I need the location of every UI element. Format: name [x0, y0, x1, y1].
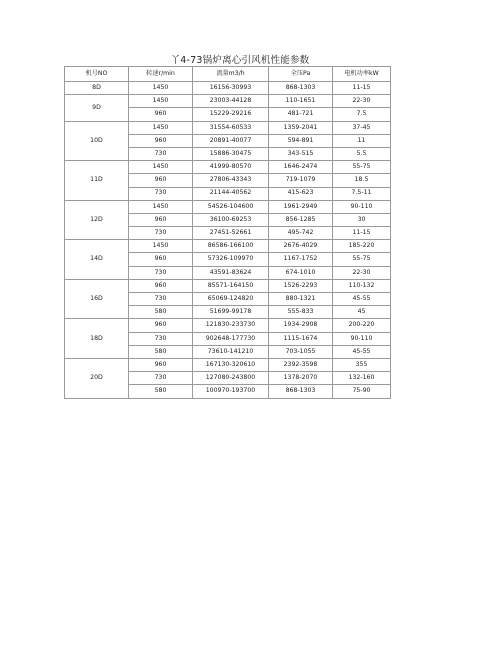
cell-flow: 65069-124820 — [193, 293, 269, 306]
cell-pressure: 719-1079 — [269, 174, 333, 187]
cell-speed: 730 — [129, 293, 193, 306]
cell-speed: 960 — [129, 253, 193, 266]
cell-flow: 51699-99178 — [193, 306, 269, 319]
cell-flow: 902648-177730 — [193, 332, 269, 345]
cell-flow: 23003-44128 — [193, 95, 269, 108]
cell-power: 75-90 — [333, 385, 391, 398]
header-power: 电机功率kW — [333, 67, 391, 82]
cell-pressure: 110-1651 — [269, 95, 333, 108]
cell-speed: 580 — [129, 345, 193, 358]
cell-model: 11D — [65, 161, 129, 201]
table-row — [65, 95, 391, 108]
table-row — [65, 240, 391, 253]
cell-power: 45 — [333, 306, 391, 319]
cell-flow: 16156-30993 — [193, 82, 269, 95]
cell-flow: 86586-166100 — [193, 240, 269, 253]
cell-pressure: 495-742 — [269, 227, 333, 240]
cell-power: 355 — [333, 358, 391, 371]
cell-speed: 730 — [129, 332, 193, 345]
cell-speed: 730 — [129, 266, 193, 279]
header-flow: 流量m3/h — [193, 67, 269, 82]
header-pressure: 全压Pa — [269, 67, 333, 82]
cell-pressure: 2676-4029 — [269, 240, 333, 253]
cell-flow: 15229-29216 — [193, 108, 269, 121]
cell-power: 90-110 — [333, 332, 391, 345]
cell-power: 200-220 — [333, 319, 391, 332]
cell-power: 5.5 — [333, 147, 391, 160]
cell-flow: 43591-83624 — [193, 266, 269, 279]
cell-flow: 121830-233730 — [193, 319, 269, 332]
cell-flow: 100970-193700 — [193, 385, 269, 398]
cell-model: 18D — [65, 319, 129, 359]
cell-flow: 41999-80570 — [193, 161, 269, 174]
cell-flow: 27451-52661 — [193, 227, 269, 240]
table-row — [65, 319, 391, 332]
cell-power: 55-75 — [333, 161, 391, 174]
cell-model: 8D — [65, 82, 129, 95]
cell-speed: 1450 — [129, 161, 193, 174]
cell-flow: 15886-30475 — [193, 147, 269, 160]
cell-speed: 730 — [129, 147, 193, 160]
cell-flow: 31554-60533 — [193, 121, 269, 134]
cell-pressure: 1646-2474 — [269, 161, 333, 174]
cell-speed: 960 — [129, 358, 193, 371]
cell-speed: 1450 — [129, 82, 193, 95]
cell-pressure: 481-721 — [269, 108, 333, 121]
header-speed: 转速r/min — [129, 67, 193, 82]
table-row — [65, 121, 391, 134]
cell-flow: 85571-164150 — [193, 279, 269, 292]
cell-speed: 960 — [129, 134, 193, 147]
cell-pressure: 1167-1752 — [269, 253, 333, 266]
cell-pressure: 1526-2293 — [269, 279, 333, 292]
cell-power: 22-30 — [333, 266, 391, 279]
cell-speed: 580 — [129, 385, 193, 398]
cell-speed: 1450 — [129, 95, 193, 108]
cell-power: 132-160 — [333, 372, 391, 385]
cell-pressure: 555-833 — [269, 306, 333, 319]
cell-speed: 960 — [129, 213, 193, 226]
cell-speed: 960 — [129, 174, 193, 187]
cell-pressure: 1934-2908 — [269, 319, 333, 332]
cell-pressure: 594-891 — [269, 134, 333, 147]
cell-speed: 960 — [129, 319, 193, 332]
cell-power: 37-45 — [333, 121, 391, 134]
cell-pressure: 1378-2070 — [269, 372, 333, 385]
cell-power: 55-75 — [333, 253, 391, 266]
cell-pressure: 1359-2041 — [269, 121, 333, 134]
cell-power: 110-132 — [333, 279, 391, 292]
cell-model: 9D — [65, 95, 129, 121]
cell-pressure: 880-1321 — [269, 293, 333, 306]
cell-power: 7.5-11 — [333, 187, 391, 200]
cell-pressure: 2392-3598 — [269, 358, 333, 371]
cell-flow: 54526-104600 — [193, 200, 269, 213]
cell-pressure: 343-515 — [269, 147, 333, 160]
fan-performance-table — [64, 66, 391, 399]
cell-flow: 57326-109970 — [193, 253, 269, 266]
cell-flow: 127080-243800 — [193, 372, 269, 385]
cell-pressure: 856-1285 — [269, 213, 333, 226]
cell-speed: 730 — [129, 372, 193, 385]
cell-flow: 167130-320610 — [193, 358, 269, 371]
table-row — [65, 82, 391, 95]
cell-model: 14D — [65, 240, 129, 280]
cell-power: 90-110 — [333, 200, 391, 213]
table-body — [65, 82, 391, 399]
cell-power: 11 — [333, 134, 391, 147]
table-row — [65, 358, 391, 371]
cell-speed: 580 — [129, 306, 193, 319]
cell-model: 10D — [65, 121, 129, 161]
cell-speed: 1450 — [129, 240, 193, 253]
cell-speed: 960 — [129, 279, 193, 292]
cell-speed: 1450 — [129, 200, 193, 213]
cell-power: 11-15 — [333, 227, 391, 240]
cell-flow: 20891-40077 — [193, 134, 269, 147]
cell-speed: 730 — [129, 227, 193, 240]
cell-pressure: 415-623 — [269, 187, 333, 200]
table-header-row — [65, 67, 391, 82]
cell-power: 45-55 — [333, 345, 391, 358]
cell-flow: 27806-43343 — [193, 174, 269, 187]
document-title: 丫4-73锅炉离心引风机性能参数 — [170, 55, 310, 66]
cell-power: 11-15 — [333, 82, 391, 95]
header-model: 机号NO — [65, 67, 129, 82]
cell-flow: 73610-141210 — [193, 345, 269, 358]
cell-pressure: 674-1010 — [269, 266, 333, 279]
cell-power: 22-30 — [333, 95, 391, 108]
cell-flow: 21144-40562 — [193, 187, 269, 200]
cell-pressure: 868-1303 — [269, 385, 333, 398]
cell-power: 30 — [333, 213, 391, 226]
cell-speed: 1450 — [129, 121, 193, 134]
cell-model: 12D — [65, 200, 129, 240]
cell-speed: 960 — [129, 108, 193, 121]
cell-power: 7.5 — [333, 108, 391, 121]
cell-pressure: 1961-2949 — [269, 200, 333, 213]
cell-pressure: 703-1055 — [269, 345, 333, 358]
cell-power: 185-220 — [333, 240, 391, 253]
cell-pressure: 1115-1674 — [269, 332, 333, 345]
cell-flow: 36100-69253 — [193, 213, 269, 226]
cell-model: 20D — [65, 358, 129, 398]
cell-pressure: 868-1303 — [269, 82, 333, 95]
table-row — [65, 200, 391, 213]
table-row — [65, 279, 391, 292]
table-row — [65, 161, 391, 174]
cell-speed: 730 — [129, 187, 193, 200]
cell-power: 18.5 — [333, 174, 391, 187]
cell-model: 16D — [65, 279, 129, 319]
cell-power: 45-55 — [333, 293, 391, 306]
